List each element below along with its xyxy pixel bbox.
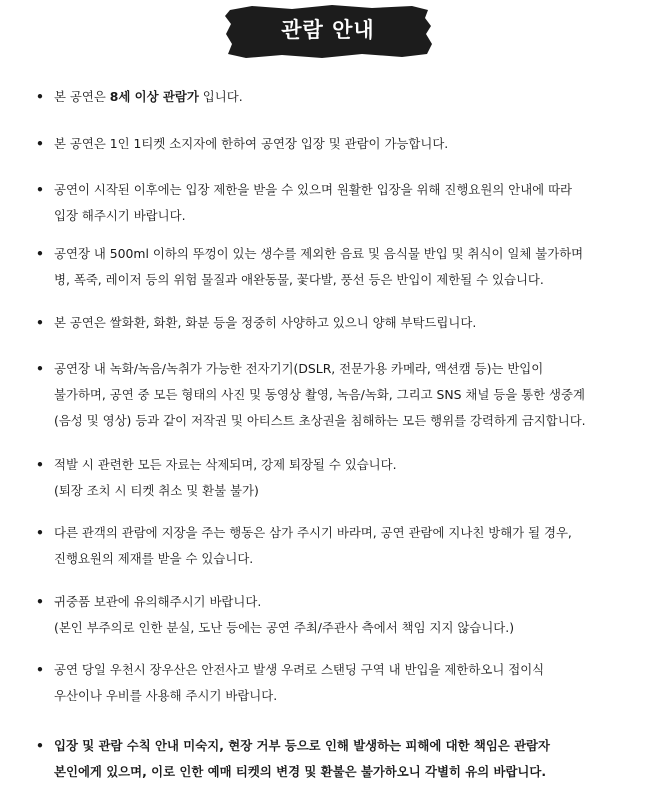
notice-line: (본인 부주의로 인한 분실, 도난 등에는 공연 주최/주관사 측에서 책임 지지 않습니다.): [54, 620, 515, 635]
notice-line: 입장 및 관람 수칙 안내 미숙지, 현장 거부 등으로 인해 발생하는 피해에 대한 책임은 관람자: [54, 738, 550, 753]
notice-line: 공연장 내 녹화/녹음/녹취가 가능한 전자기기(DSLR, 전문가용 카메라, 액션캠 등)는 반입이: [54, 361, 544, 376]
notice-item: [36, 589, 636, 641]
notice-line: 공연이 시작된 이후에는 입장 제한을 받을 수 있으며 원활한 입장을 위해 진행요원의 안내에 따라: [54, 182, 573, 197]
notice-item: [36, 241, 636, 293]
bullet-icon: •: [36, 525, 44, 540]
notice-line: 공연장 내 500ml 이하의 뚜껑이 있는 생수를 제외한 음료 및 음식물 반입 및 취식이 일체 불가하며: [54, 246, 584, 261]
notice-line: (퇴장 조치 시 티켓 취소 및 환불 불가): [54, 483, 259, 498]
bullet-icon: •: [36, 594, 44, 609]
notice-line: 입장 해주시기 바랍니다.: [54, 208, 186, 223]
notice-item: [36, 657, 636, 709]
age-rating-text: 8세 이상 관람가: [109, 89, 199, 104]
notice-line: 진행요원의 제재를 받을 수 있습니다.: [54, 551, 254, 566]
notice-item: [36, 177, 636, 229]
notice-line: 본 공연은 쌀화환, 화환, 화분 등을 정중히 사양하고 있으니 양해 부탁드립니다.: [54, 315, 477, 330]
notice-text: 입니다.: [198, 89, 243, 104]
notice-line: 불가하며, 공연 중 모든 형태의 사진 및 동영상 촬영, 녹음/녹화, 그리고 SNS 채널 등을 통한 생중계: [54, 387, 585, 402]
notice-item: [36, 520, 636, 572]
notice-line: 적발 시 관련한 모든 자료는 삭제되며, 강제 퇴장될 수 있습니다.: [54, 457, 397, 472]
notice-item: [36, 131, 636, 157]
bullet-icon: •: [36, 662, 44, 677]
notice-line: 본인에게 있으며, 이로 인한 예매 티켓의 변경 및 환불은 불가하오니 각별히 유의 바랍니다.: [54, 764, 547, 779]
notice-line: (음성 및 영상) 등과 같이 저작권 및 아티스트 초상권을 침해하는 모든 행위를 강력하게 금지합니다.: [54, 413, 586, 428]
bullet-icon: •: [36, 457, 44, 472]
bullet-icon: •: [36, 182, 44, 197]
notice-text: 본 공연은: [54, 89, 110, 104]
notice-item: [36, 733, 636, 785]
notice-line: 귀중품 보관에 유의해주시기 바랍니다.: [54, 594, 262, 609]
bullet-icon: •: [36, 738, 44, 753]
bullet-icon: •: [36, 89, 44, 104]
notice-line: 병, 폭죽, 레이저 등의 위험 물질과 애완동물, 꽃다발, 풍선 등은 반입이 제한될 수 있습니다.: [54, 272, 544, 287]
bullet-icon: •: [36, 136, 44, 151]
notice-item: [36, 84, 636, 110]
notice-line: 우산이나 우비를 사용해 주시기 바랍니다.: [54, 688, 278, 703]
notice-item: [36, 452, 636, 504]
notice-item: [36, 356, 636, 434]
page-title: 관람 안내: [281, 18, 375, 42]
bullet-icon: •: [36, 246, 44, 261]
bullet-icon: •: [36, 361, 44, 376]
notice-line: 본 공연은 1인 1티켓 소지자에 한하여 공연장 입장 및 관람이 가능합니다.: [54, 136, 449, 151]
notice-line: 다른 관객의 관람에 지장을 주는 행동은 삼가 주시기 바라며, 공연 관람에 지나친 방해가 될 경우,: [54, 525, 572, 540]
bullet-icon: •: [36, 315, 44, 330]
notice-item: [36, 310, 636, 336]
notice-line: 공연 당일 우천시 장우산은 안전사고 발생 우려로 스탠딩 구역 내 반입을 제한하오니 접이식: [54, 662, 545, 677]
notice-line: [36, 84, 636, 110]
